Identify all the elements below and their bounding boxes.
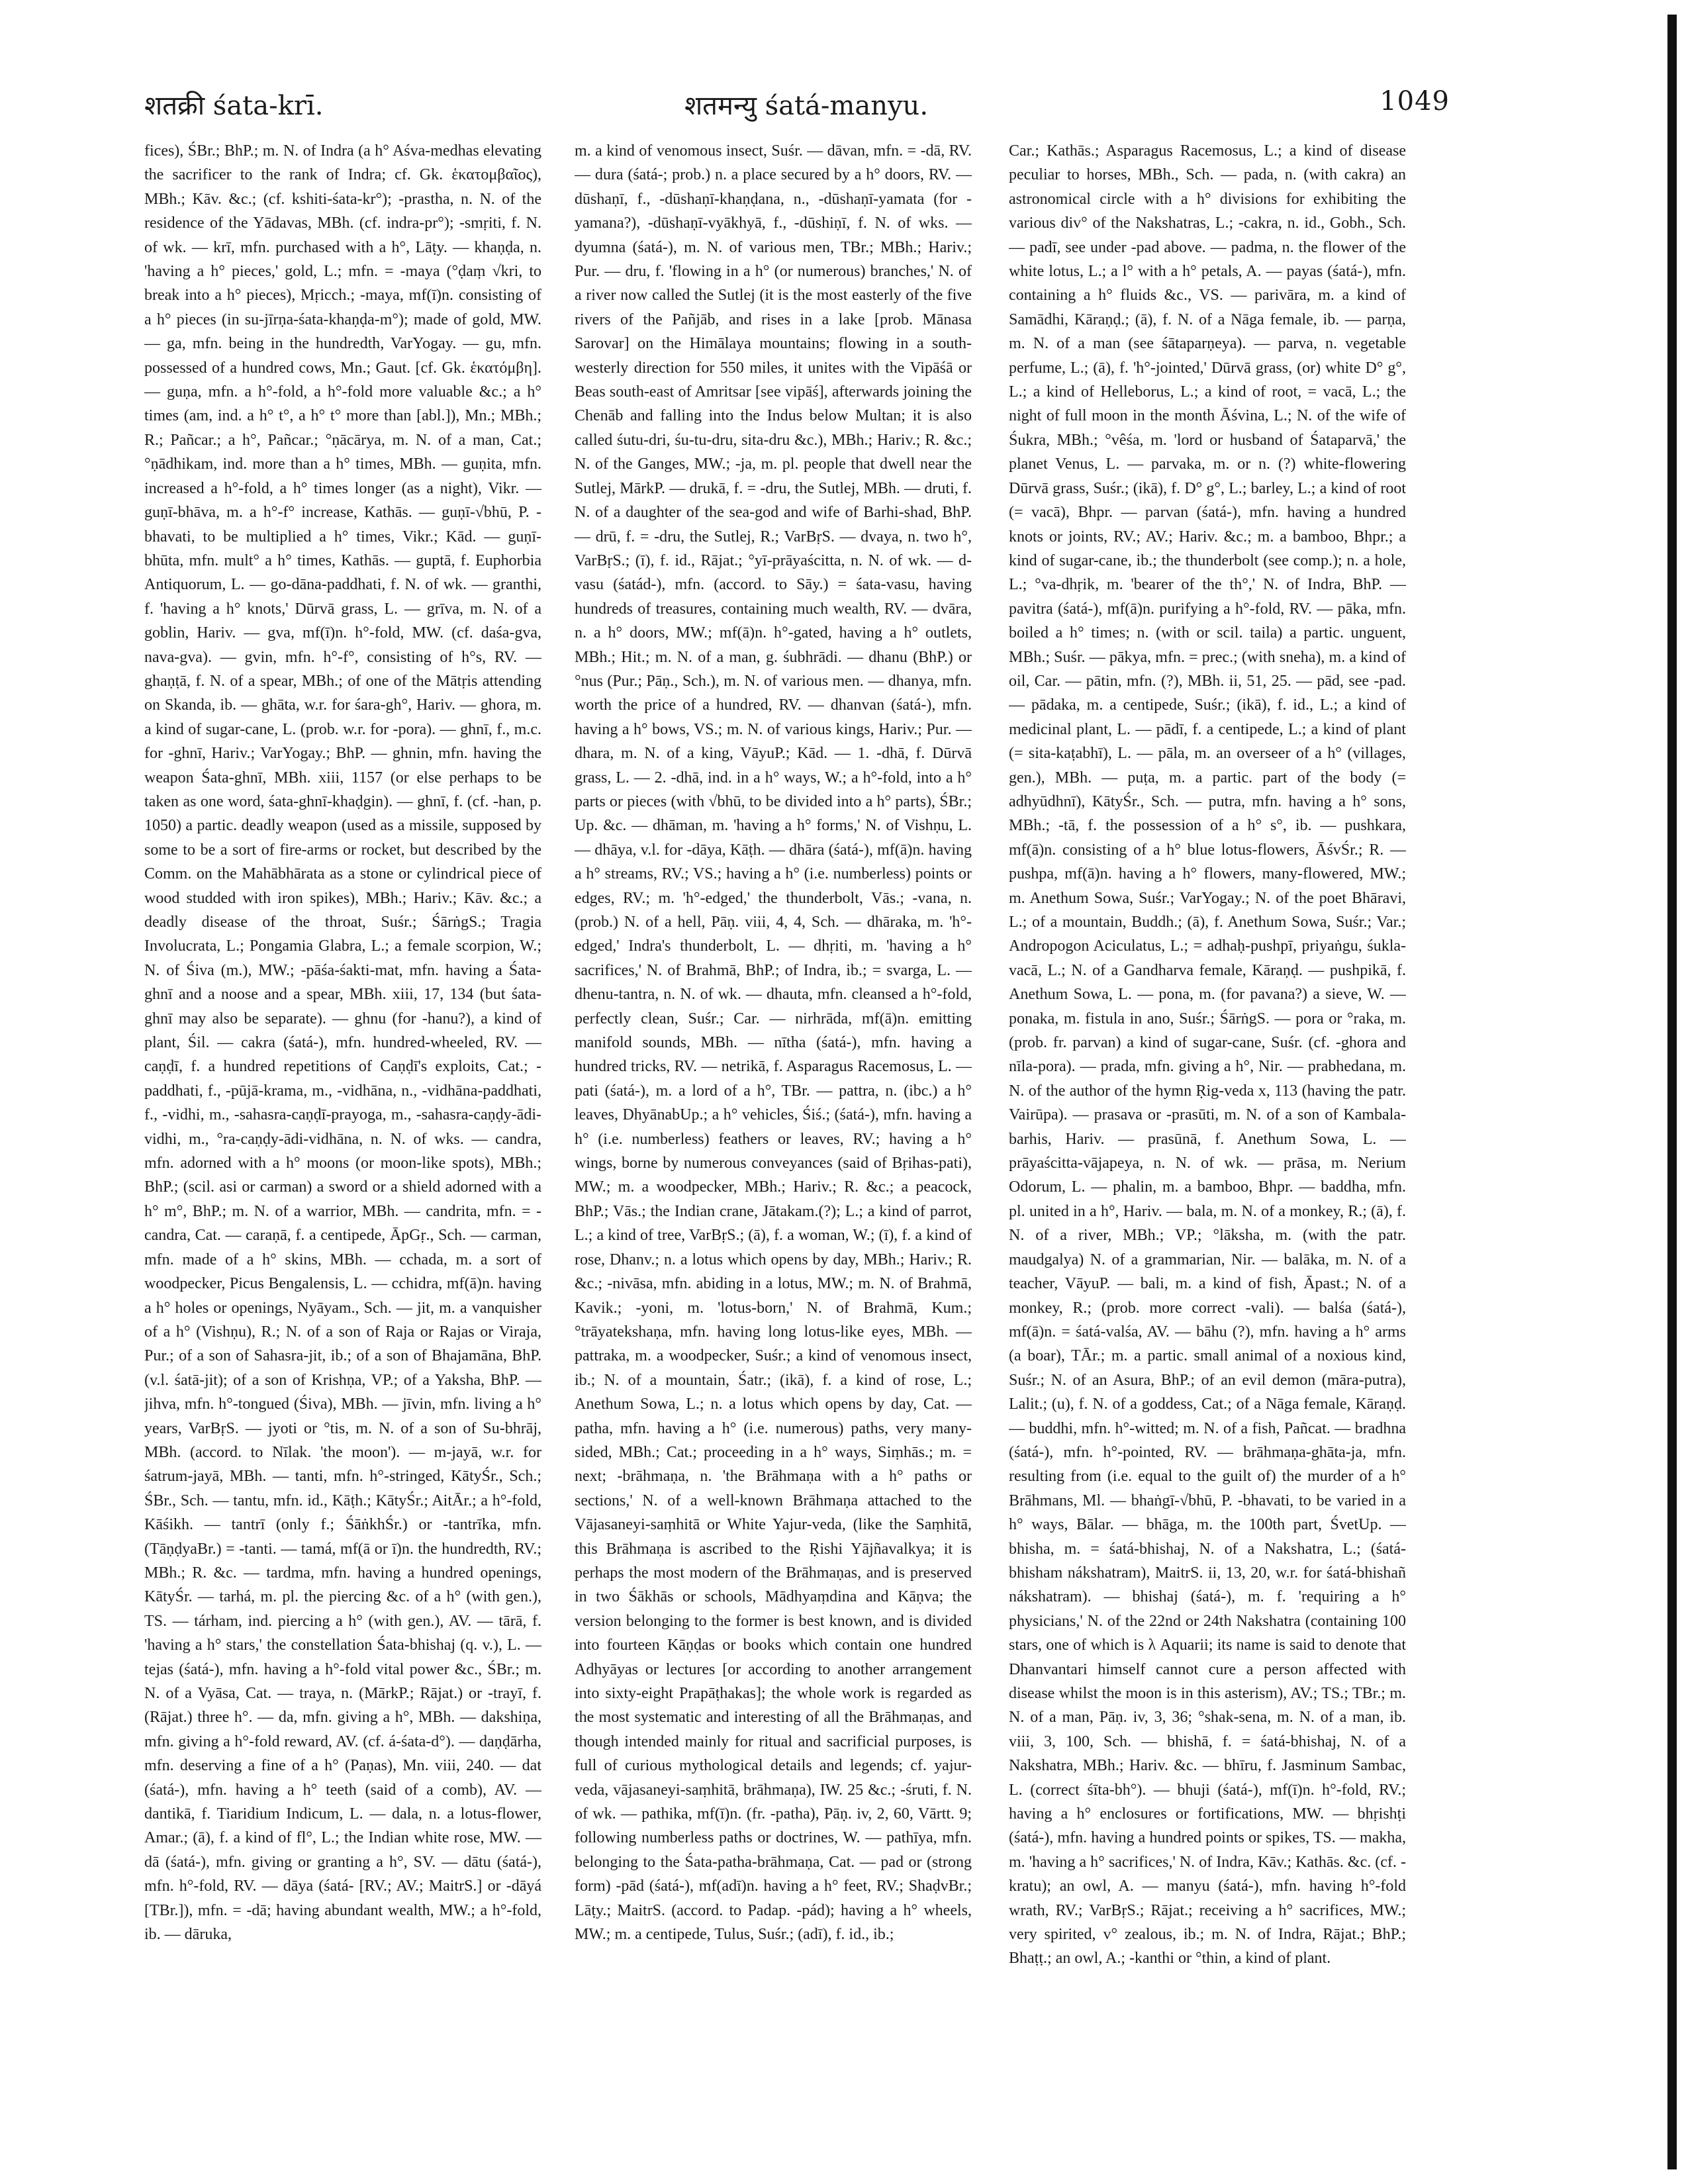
text-column-1 [144,139,541,2158]
running-header [144,86,1450,132]
column-3-text: Car.; Kathās.; Asparagus Racemosus, L.; a kind of disease peculiar to horses, MBh., Sch. — pada, n. (with cakra) an astronomical circle with a h° divisions for exhibiting the various div° of the Nakshatras, L.; -cakra, n. id., Gobh., Sch. — padī, see under -pad above. — padma, n. the flower of the white lotus, L.; a l° with a h° petals, A. — payas (śatá-), mfn. containing a h° fluids &c., VS. — parivāra, m. a kind of Samādhi, Kāraṇḍ.; (ā), f. N. of a Nāga female, ib. — parṇa, m. N. of a man (see śātaparṇeya). — parva, n. vegetable perfume, L.; (ā), f. 'h°-jointed,' Dūrvā grass, (or) white D° g°, L.; a kind of Helleborus, L.; a kind of root, = vacā, L.; the night of full moon in the month Āśvina, L.; N. of the wife of Śukra, MBh.; °vêśa, m. 'lord or husband of Śataparvā,' the planet Venus, L. — parvaka, m. or n. (?) white-flowering Dūrvā grass, Suśr.; (ikā), f. D° g°, L.; barley, L.; a kind of root (= vacā), Bhpr. — parvan (śatá-), mfn. having a hundred knots or joints, RV.; AV.; Hariv. &c.; m. a bamboo, Bhpr.; a kind of sugar-cane, ib.; the thunderbolt (see comp.); n. a hole, L.; °va-dhṛik, m. 'bearer of the th°,' N. of Indra, BhP. — pavitra (śatá-), mf(ā)n. purifying a h°-fold, RV. — pāka, mfn. boiled a h° times; n. (with or scil. taila) a partic. unguent, MBh.; Suśr. — pākya, mfn. = prec.; (with sneha), m. a kind of oil, Car. — pātin, mfn. (?), MBh. ii, 51, 25. — pād, see -pad. — pādaka, m. a centipede, Suśr.; (ikā), f. id., L.; a kind of medicinal plant, L. — pādī, f. a centipede, L.; a kind of plant (= sita-kaṭabhī), L. — pāla, m. an overseer of a h° (villages, gen.), MBh. — puṭa, m. a partic. part of the body (= adhyūdhnī), KātyŚr., Sch. — putra, mfn. having a h° sons, MBh.; -tā, f. the possession of a h° s°, ib. — pushkara, mf(ā)n. consisting of a h° blue lotus-flowers, ĀśvŚr.; R. — pushpa, mf(ā)n. having a h° flowers, many-flowered, MW.; m. Anethum Sowa, Suśr.; VarYogay.; N. of the poet Bhāravi, L.; of a mountain, Buddh.; (ā), f. Anethum Sowa, Suśr.; Var.; Andropogon Aciculatus, L.; = adhaḥ-pushpī, priyaṅgu, śukla-vacā, L.; N. of a Gandharva female, Kāraṇḍ. — pushpikā, f. Anethum Sowa, L. — pona, m. (for pavana?) a sieve, W. — ponaka, m. fistula in ano, Suśr.; ŚārṅgS. — pora or °raka, m. (prob. fr. parvan) a kind of sugar-cane, Suśr. (cf. -ghora and nīla-pora). — prada, mfn. giving a h°, Nir. — prabhedana, m. N. of the author of the hymn Ṛig-veda x, 113 (having the patr. Vairūpa). — prasava or -prasūti, m. N. of a son of Kambala-barhis, Hariv. — prasūnā, f. Anethum Sowa, L. — prāyaścitta-vājapeya, n. N. of wk. — prāsa, m. Nerium Odorum, L. — phalin, m. a bamboo, Bhpr. — baddha, mfn. pl. united in a h°, Hariv. — bala, m. N. of a monkey, R.; (ā), f. N. of a river, MBh.; VP.; °lāksha, m. (with the patr. maudgalya) N. of a grammarian, Nir. — balāka, m. N. of a teacher, VāyuP. — bali, m. a kind of fish, Āpast.; N. of a monkey, R.; (prob. more correct -vali). — balśa (śatá-), mf(ā)n. = śatá-valśa, AV. — bāhu (?), mfn. having a h° arms (a boar), TĀr.; m. a partic. small animal of a noxious kind, Suśr.; N. of an Asura, BhP.; of an evil demon (māra-putra), Lalit.; (u), f. N. of a goddess, Cat.; of a Nāga female, Kāraṇḍ. — buddhi, mfn. h°-witted; m. N. of a fish, Pañcat. — bradhna (śatá-), mfn. h°-pointed, RV. — brāhmaṇa-ghāta-ja, mfn. resulting from (i.e. equal to the guilt of) the murder of a h° Brāhmans, Ml. — bhaṅgī-√bhū, P. -bhavati, to be varied in a h° ways, Bālar. — bhāga, m. the 100th part, ŚvetUp. — bhisha, m. = śatá-bhishaj, N. of a Nakshatra, L.; (śatá-bhisham nákshatram), MaitrS. ii, 13, 20, w.r. for śatá-bhishañ nákshatram). — bhishaj (śatá-), m. f. 'requiring a h° physicians,' N. of the 22nd or 24th Nakshatra (containing 100 stars, one of which is λ Aquarii; its name is said to denote that Dhanvantari himself cannot cure a person affected with disease whilst the moon is in this asterism), AV.; TS.; TBr.; m. N. of a man, Pāṇ. iv, 3, 36; °shak-sena, m. N. of a man, ib. viii, 3, 100, Sch. — bhishā, f. = śatá-bhishaj, N. of a Nakshatra, MBh.; Hariv. &c. — bhīru, f. Jasminum Sambac, L. (correct śīta-bh°). — bhuji (śatá-), mf(ī)n. h°-fold, RV.; having a h° enclosures or fortifications, MW. — bhṛishṭi (śatá-), mfn. having a hundred points or spikes, TS. — makha, m. 'having a h° sacrifices,' N. of Indra, Kāv.; Kathās. &c. (cf. -kratu); an owl, A. — manyu (śatá-), mfn. having h°-fold wrath, RV.; VarBṛS.; Rājat.; receiving a h° sacrifices, MW.; very spirited, v° zealous, ib.; m. N. of Indra, Rājat.; BhP.; Bhaṭṭ.; an owl, A.; -kanthi or °thin, a kind of plant. [1009,142,1406,1968]
column-1-text: fices), ŚBr.; BhP.; m. N. of Indra (a h° Aśva-medhas elevating the sacrificer to the rank of Indra; cf. Gk. ἑκατομβαῖος), MBh.; Kāv. &c.; (cf. kshiti-śata-kr°); -prastha, n. N. of the residence of the Yādavas, MBh. (cf. indra-pr°); -smṛiti, f. N. of wk. — krī, mfn. purchased with a h°, Lāṭy. — khaṇḍa, n. 'having a h° pieces,' gold, L.; mfn. = -maya (°ḍaṃ √kri, to break into a h° pieces), Mṛicch.; -maya, mf(ī)n. consisting of a h° pieces (in su-jīrṇa-śata-khaṇḍa-m°); made of gold, MW. — ga, mfn. being in the hundredth, VarYogay. — gu, mfn. possessed of a hundred cows, Mn.; Gaut. [cf. Gk. ἑκατόμβη]. — guṇa, mfn. a h°-fold, a h°-fold more valuable &c.; a h° times (am, ind. a h° t°, a h° t° more than [abl.]), Mn.; MBh.; R.; Pañcar.; a h°, Pañcar.; °ṇācārya, m. N. of a man, Cat.; °ṇādhikam, ind. more than a h° times, MBh. — guṇita, mfn. increased a h°-fold, a h° times longer (as a night), Vikr. — guṇī-bhāva, m. a h°-f° increase, Kathās. — guṇī-√bhū, P. -bhavati, to be multiplied a h° times, Vikr.; Kād. — guṇī-bhūta, mfn. mult° a h° times, Kathās. — guptā, f. Euphorbia Antiquorum, L. — go-dāna-paddhati, f. N. of wk. — granthi, f. 'having a h° knots,' Dūrvā grass, L. — grīva, m. N. of a goblin, Hariv. — gva, mf(ī)n. h°-fold, MW. (cf. daśa-gva, nava-gva). — gvin, mfn. h°-f°, consisting of h°s, RV. — ghaṇṭā, f. N. of a spear, MBh.; of one of the Mātṛis attending on Skanda, ib. — ghāta, w.r. for śara-gh°, Hariv. — ghora, m. a kind of sugar-cane, L. (prob. w.r. for -pora). — ghnī, f., m.c. for -ghnī, Hariv.; VarYogay.; BhP. — ghnin, mfn. having the weapon Śata-ghnī, MBh. xiii, 1157 (or else perhaps to be taken as one word, śata-ghnī-khaḍgin). — ghnī, f. (cf. -han, p. 1050) a partic. deadly weapon (used as a missile, supposed by some to be a sort of fire-arms or rocket, but described by the Comm. on the Mahābhārata as a stone or cylindrical piece of wood studded with iron spikes), MBh.; Hariv.; Kāv. &c.; a deadly disease of the throat, Suśr.; ŚārṅgS.; Tragia Involucrata, L.; Pongamia Glabra, L.; a female scorpion, W.; N. of Śiva (m.), MW.; -pāśa-śakti-mat, mfn. having a Śata-ghnī and a noose and a spear, MBh. xiii, 17, 134 (but śata-ghnī may also be separate). — ghnu (for -hanu?), a kind of plant, Śil. — cakra (śatá-), mfn. hundred-wheeled, RV. — caṇḍī, f. a hundred repetitions of Caṇḍī's exploits, Cat.; -paddhati, f., -pūjā-krama, m., -vidhāna, n., -vidhāna-paddhati, f., -vidhi, m., -sahasra-caṇḍī-prayoga, m., -sahasra-caṇḍy-ādi-vidhi, m., °ra-caṇḍy-ādi-vidhāna, n. N. of wks. — candra, mfn. adorned with a h° moons (or moon-like spots), MBh.; BhP.; (scil. asi or carman) a sword or a shield adorned with a h° m°, BhP.; m. N. of a warrior, MBh. — candrita, mfn. = -candra, Cat. — caraṇā, f. a centipede, ĀpGṛ., Sch. — carman, mfn. made of a h° skins, MBh. — cchada, m. a sort of woodpecker, Picus Bengalensis, L. — cchidra, mf(ā)n. having a h° holes or openings, Nyāyam., Sch. — jit, m. a vanquisher of a h° (Vishṇu), R.; N. of a son of Raja or Rajas or Viraja, Pur.; of a son of Sahasra-jit, ib.; of a son of Bhajamāna, BhP. (v.l. śatā-jit); of a son of Krishṇa, VP.; of a Yaksha, BhP. — jihva, mfn. h°-tongued (Śiva), MBh. — jīvin, mfn. living a h° years, VarBṛS. — jyoti or °tis, m. N. of a son of Su-bhrāj, MBh. (accord. to Nīlak. 'the moon'). — m-jayā, w.r. for śatrum-jayā, MBh. — tanti, mfn. h°-stringed, KātyŚr., Sch.; ŚBr., Sch. — tantu, mfn. id., Kāṭh.; KātyŚr.; AitĀr.; a h°-fold, Kāśikh. — tantrī (only f.; ŚāṅkhŚr.) or -tantrīka, mfn. (TāṇḍyaBr.) = -tanti. — tamá, mf(ā or ī)n. the hundredth, RV.; MBh.; R. &c. — tardma, mfn. having a hundred openings, KātyŚr. — tarhá, m. pl. the piercing &c. of a h° (with gen.), TS. — tárham, ind. piercing a h° (with gen.), AV. — tārā, f. 'having a h° stars,' the constellation Śata-bhishaj (q. v.), L. — tejas (śatá-), mfn. having a h°-fold vital power &c., ŚBr.; m. N. of a Vyāsa, Cat. — traya, n. (MārkP.; Rājat.) or -trayī, f. (Rājat.) three h°. — da, mfn. giving a h°, MBh. — dakshiṇa, mfn. giving a h°-fold reward, AV. (cf. á-śata-d°). — daṇḍārha, mfn. deserving a fine of a h° (Paṇas), Mn. viii, 240. — dat (śatá-), mfn. having a h° teeth (said of a comb), AV. — dantikā, f. Tiaridium Indicum, L. — dala, n. a lotus-flower, Amar.; (ā), f. a kind of fl°, L.; the Indian white rose, MW. — dā (śatá-), mfn. giving or granting a h°, SV. — dātu (śatá-), mfn. h°-fold, RV. — dāya (śatá- [RV.; AV.; MaitrS.] or -dāyá [TBr.]), mfn. = -dā; having abundant wealth, MW.; a h°-fold, ib. — dāruka, [144,142,541,1944]
page-number: 1049 [1380,86,1450,117]
text-column-2 [575,139,972,2158]
header-center-headword: शतमन्यु śatá-manyu. [684,91,929,121]
page-edge-bar [1667,15,1677,2169]
header-left-headword: शतक्री śata-krī. [144,91,324,121]
text-column-3 [1009,139,1406,2158]
column-2-text: m. a kind of venomous insect, Suśr. — dāvan, mfn. = -dā, RV. — dura (śatá-; prob.) n. a place secured by a h° doors, RV. — dūshaṇī, f., -dūshaṇī-khaṇḍana, n., -dūshaṇī-yamata (for -yamana?), -dūshaṇī-vyākhyā, f., -dūshiṇī, f. N. of wks. — dyumna (śatá-), m. N. of various men, TBr.; MBh.; Hariv.; Pur. — dru, f. 'flowing in a h° (or numerous) branches,' N. of a river now called the Sutlej (it is the most easterly of the five rivers of the Pañjāb, and rises in a lake [prob. Mānasa Sarovar] on the Himālaya mountains; flowing in a south-westerly direction for 550 miles, it unites with the Vipāśā or Beas south-east of Amritsar [see vipāś], afterwards joining the Chenāb and falling into the Indus below Multan; it is also called śutu-dri, śu-tu-dru, sita-dru &c.), MBh.; Hariv.; R. &c.; N. of the Ganges, MW.; -ja, m. pl. people that dwell near the Sutlej, MārkP. — drukā, f. = -dru, the Sutlej, MBh. — druti, f. N. of a daughter of the sea-god and wife of Barhi-shad, BhP. — drū, f. = -dru, the Sutlej, R.; VarBṛS. — dvaya, n. two h°, VarBṛS.; (ī), f. id., Rājat.; °yī-prāyaścitta, n. N. of wk. — d-vasu (śatád-), mfn. (accord. to Sāy.) = śata-vasu, having hundreds of treasures, containing much wealth, RV. — dvāra, n. a h° doors, MW.; mf(ā)n. h°-gated, having a h° outlets, MBh.; Hit.; m. N. of a man, g. śubhrādi. — dhanu (BhP.) or °nus (Pur.; Pāṇ., Sch.), m. N. of various men. — dhanya, mfn. worth the price of a hundred, RV. — dhanvan (śatá-), mfn. having a h° bows, VS.; m. N. of various kings, Hariv.; Pur. — dhara, m. N. of a king, VāyuP.; Kād. — 1. -dhā, f. Dūrvā grass, L. — 2. -dhā, ind. in a h° ways, W.; a h°-fold, into a h° parts or pieces (with √bhū, to be divided into a h° parts), ŚBr.; Up. &c. — dhāman, m. 'having a h° forms,' N. of Vishṇu, L. — dhāya, v.l. for -dāya, Kāṭh. — dhāra (śatá-), mf(ā)n. having a h° streams, RV.; VS.; having a h° (i.e. numberless) points or edges, RV.; m. 'h°-edged,' the thunderbolt, Vās.; -vana, n. (prob.) N. of a hell, Pāṇ. viii, 4, 4, Sch. — dhāraka, m. 'h°-edged,' Indra's thunderbolt, L. — dhṛiti, m. 'having a h° sacrifices,' N. of Brahmā, BhP.; of Indra, ib.; = svarga, L. — dhenu-tantra, n. N. of wk. — dhauta, mfn. cleansed a h°-fold, perfectly clean, Suśr.; Car. — nirhrāda, mf(ā)n. emitting manifold sounds, MBh. — nītha (śatá-), mfn. having a hundred tricks, RV. — netrikā, f. Asparagus Racemosus, L. — pati (śatá-), m. a lord of a h°, TBr. — pattra, n. (ibc.) a h° leaves, DhyānabUp.; a h° vehicles, Śiś.; (śatá-), mfn. having a h° (i.e. numberless) feathers or leaves, RV.; having a h° wings, borne by numerous conveyances (said of Bṛihas-pati), MW.; m. a woodpecker, MBh.; Hariv.; R. &c.; a peacock, BhP.; Vās.; the Indian crane, Jātakam.(?); L.; a kind of parrot, L.; a kind of tree, VarBṛS.; (ā), f. a woman, W.; (ī), f. a kind of rose, Dhanv.; n. a lotus which opens by day, MBh.; Hariv.; R. &c.; -nivāsa, mfn. abiding in a lotus, MW.; m. N. of Brahmā, Kavik.; -yoni, m. 'lotus-born,' N. of Brahmā, Kum.; °trāyatekshaṇa, mfn. having long lotus-like eyes, MBh. — pattraka, m. a woodpecker, Suśr.; a kind of venomous insect, ib.; N. of a mountain, Śatr.; (ikā), f. a kind of rose, L.; Anethum Sowa, L.; n. a lotus which opens by day, Cat. — patha, mfn. having a h° (i.e. numerous) paths, very many-sided, MBh.; Cat.; proceeding in a h° ways, Siṃhās.; m. = next; -brāhmaṇa, n. 'the Brāhmaṇa with a h° paths or sections,' N. of a well-known Brāhmaṇa attached to the Vājasaneyi-saṃhitā or White Yajur-veda, (like the Saṃhitā, this Brāhmaṇa is ascribed to the Ṛishi Yājñavalkya; it is perhaps the most modern of the Brāhmaṇas, and is preserved in two Śākhās or schools, Mādhyaṃdina and Kāṇva; the version belonging to the former is best known, and is divided into fourteen Kāṇḍas or books which contain one hundred Adhyāyas or lectures [or according to another arrangement into sixty-eight Prapāṭhakas]; the whole work is regarded as the most systematic and interesting of all the Brāhmaṇas, and though intended mainly for ritual and sacrificial purposes, is full of curious mythological details and legends; cf. yajur-veda, vājasaneyi-saṃhitā, brāhmaṇa), IW. 25 &c.; -śruti, f. N. of wk. — pathika, mf(ī)n. (fr. -patha), Pāṇ. iv, 2, 60, Vārtt. 9; following numberless paths or doctrines, W. — pathīya, mfn. belonging to the Śata-patha-brāhmaṇa, Cat. — pad or (strong form) -pād (śatá-), mf(adī)n. having a h° feet, RV.; ShaḍvBr.; Lāṭy.; MaitrS. (accord. to Padap. -pád); having a h° wheels, MW.; m. a centipede, Tulus, Suśr.; (adī), f. id., ib.; [575,142,972,1944]
